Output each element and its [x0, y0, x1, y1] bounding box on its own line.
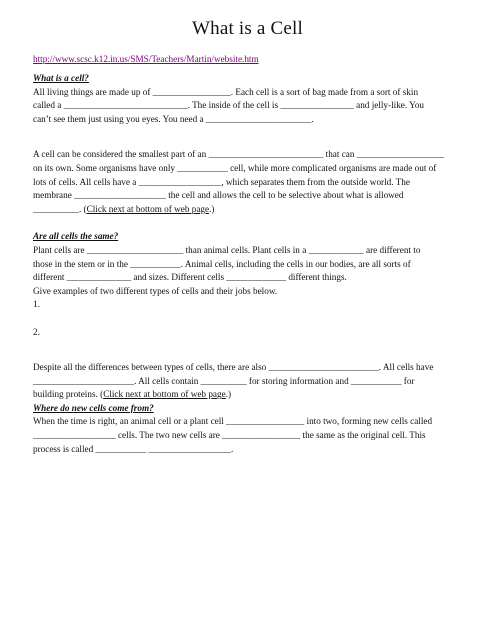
- text-line: __________________ cells. The two new cells are _________________ the same as the original cell. This: [33, 430, 426, 441]
- text-line: All living things are made up of _________________. Each cell is a sort of bag made from a sort of skin: [33, 86, 419, 97]
- text-line: lots of cells. All cells have a __________________, which separates them from the outside world. The: [33, 176, 410, 187]
- website-link[interactable]: http://www.scsc.k12.in.us/SMS/Teachers/Martin/website.htm: [33, 54, 259, 64]
- heading-what-is-a-cell: What is a cell?: [33, 73, 89, 83]
- text-line: can’t see them just using you eyes. You need a _______________________.: [33, 113, 314, 124]
- text-line: Despite all the differences between types of cells, there are also ________________________. All cells have: [33, 362, 434, 373]
- text-line: [33, 203, 473, 217]
- list-item-1: 1.: [33, 299, 40, 310]
- text-line: [33, 388, 473, 402]
- page-title: What is a Cell: [192, 18, 303, 39]
- text-line: Give examples of two different types of cells and their jobs below.: [33, 285, 278, 296]
- text-line: on its own. Some organisms have only ___________ cell, while more complicated organisms are made out of: [33, 162, 437, 173]
- text-fragment: .): [209, 203, 215, 214]
- click-next-link[interactable]: Click next at bottom of web page: [86, 203, 210, 214]
- heading-where-do-new-cells-come-from: Where do new cells come from?: [33, 402, 154, 413]
- text-line: ______________________. All cells contain __________ for storing information and ___________ for: [33, 375, 415, 386]
- text-line: different ______________ and sizes. Different cells _____________ different things.: [33, 272, 347, 283]
- text-line: When the time is right, an animal cell or a plant cell _________________ into two, forming new cells called: [33, 416, 433, 427]
- heading-are-all-cells-the-same: Are all cells the same?: [33, 231, 119, 242]
- text-fragment: building proteins. (: [33, 389, 104, 400]
- text-line: A cell can be considered the smallest part of an _________________________ that can ___________________: [33, 149, 445, 160]
- text-fragment: .): [225, 389, 232, 400]
- text-line: membrane ____________________ the cell and allows the cell to be selective about what is allowed: [33, 190, 404, 201]
- text-line: process is called ___________ __________________.: [33, 443, 234, 454]
- worksheet-body: [33, 72, 473, 456]
- list-item-2: 2.: [33, 326, 40, 337]
- text-line: those in the stem or in the ___________. Animal cells, including the cells in our bodies, are all sorts of: [33, 258, 411, 269]
- click-next-link[interactable]: Click next at bottom of web page: [103, 389, 226, 400]
- text-line: called a ___________________________. The inside of the cell is ________________ and jelly-like. You: [33, 100, 425, 111]
- text-line: Plant cells are _____________________ than animal cells. Plant cells in a ____________ are different to: [33, 244, 421, 255]
- text-fragment: __________. (: [33, 203, 87, 214]
